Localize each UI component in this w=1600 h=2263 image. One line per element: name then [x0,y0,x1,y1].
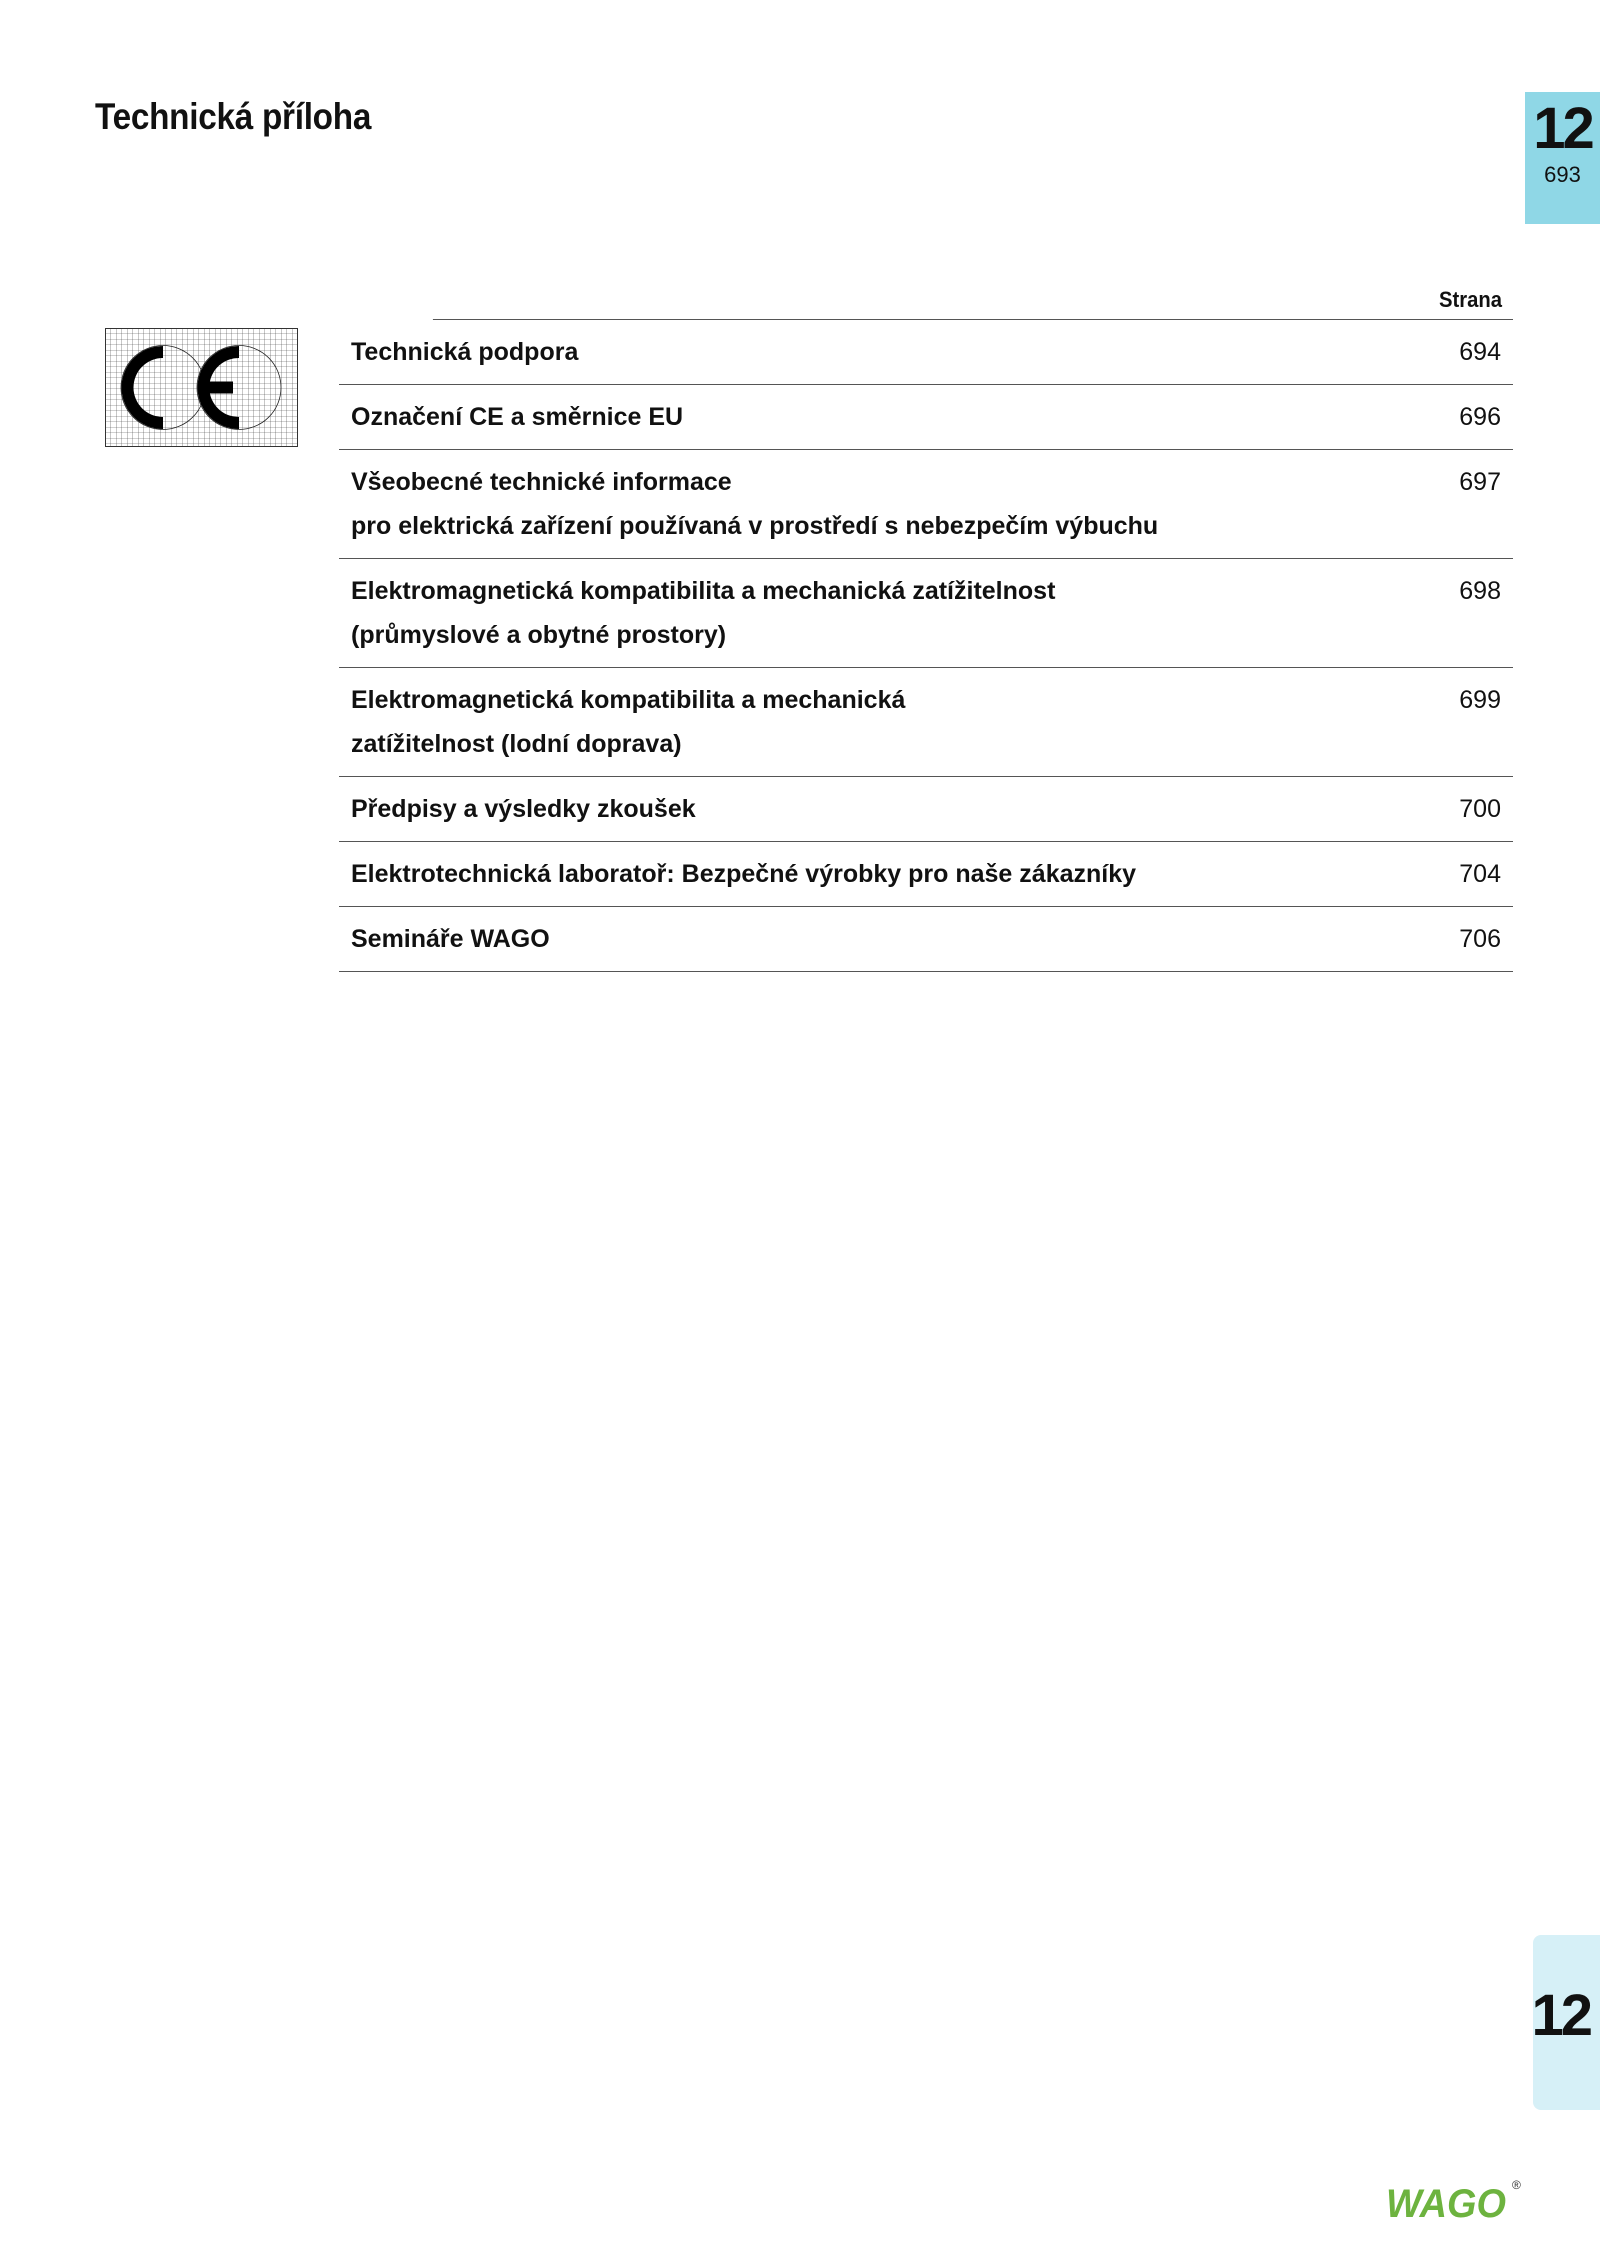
toc-row[interactable] [339,907,1513,972]
toc-row[interactable] [339,842,1513,907]
ce-mark-icon [105,328,298,447]
toc-page-number: 696 [1459,403,1501,431]
chapter-number-bottom: 12 [1531,1983,1590,2048]
toc-title: Označení CE a směrnice EU [351,403,684,431]
toc-page-number: 699 [1459,686,1501,714]
toc-row[interactable] [339,559,1513,668]
table-of-contents [339,285,1513,972]
toc-title: Všeobecné technické informace pro elektrická zařízení používaná v prostředí s nebezpečím výbuchu [351,468,1159,540]
toc-row[interactable] [339,320,1513,385]
toc-row[interactable] [339,668,1513,777]
toc-title: Předpisy a výsledky zkoušek [351,795,696,823]
toc-page-number: 704 [1459,860,1501,888]
chapter-tab-bottom[interactable] [1533,1935,1600,2110]
chapter-number: 12 [1533,96,1592,161]
toc-page-number: 698 [1459,577,1501,605]
wago-logo[interactable] [1384,2175,1526,2225]
page-number: 693 [1544,162,1581,187]
toc-row[interactable] [339,777,1513,842]
toc-page-number: 700 [1459,795,1501,823]
page-title: Technická příloha [95,96,372,137]
toc-row[interactable] [339,450,1513,559]
svg-text:®: ® [1512,2178,1521,2192]
toc-page-number: 697 [1459,468,1501,496]
toc-title: Elektrotechnická laboratoř: Bezpečné výrobky pro naše zákazníky [351,860,1137,888]
toc-title: Elektromagnetická kompatibilita a mechanická zatížitelnost (průmyslové a obytné prostory) [351,577,1056,649]
toc-title: Elektromagnetická kompatibilita a mechanická zatížitelnost (lodní doprava) [351,686,906,758]
svg-text:WAGO: WAGO [1386,2182,1506,2225]
column-header-page: Strana [433,285,1513,320]
toc-title: Semináře WAGO [351,925,550,953]
toc-page-number: 706 [1459,925,1501,953]
toc-page-number: 694 [1459,338,1501,366]
toc-title: Technická podpora [351,338,579,366]
toc-row[interactable] [339,385,1513,450]
chapter-tab[interactable] [1525,92,1600,224]
